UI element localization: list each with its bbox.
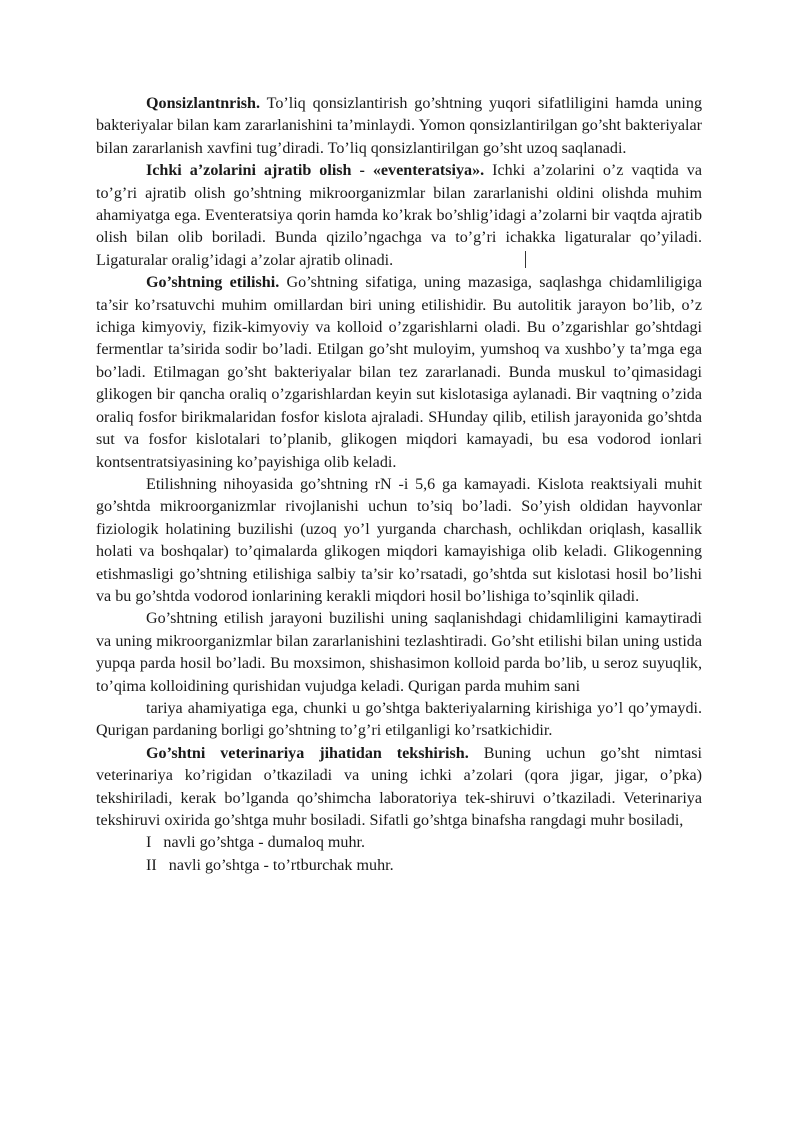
paragraph-body: Go’shtning sifatiga, uning mazasiga, saqlashga chidamliligiga ta’sir ko’rsatuvchi muhim omillardan biri uning etilishidir. Bu autolitik jarayon bo’lib, o’z ichiga kimyoviy, fizik-kimyoviy va kolloid o’zgarishlarni oladi. Bu o’zgarishlar go’shtdagi fermentlar ta’sirida sodir bo’ladi. Etilgan go’sht muloyim, yumshoq va xushbo’y ta’mga ega bo’ladi. Etilmagan go’sht bakteriyalar bilan tez zararlanadi. Bunda muskul to’qimasidagi glikogen bir qancha oraliq o’zgarishlardan keyin sut kislotasiga aylanadi. Bir vaqtning o’zida oraliq fosfor birikmalaridan fosfor kislota ajraladi. SHunday qilib, etilish jarayonida go’shtda sut va fosfor kislotalari to’planib, glikogen miqdori kamayadi, bu esa vodorod ionlari kontsentratsiyasining ko’payishiga olib keladi. <box>96 274 703 471</box>
text-cursor <box>525 251 526 268</box>
paragraph-etilish-nihoyasi <box>96 474 702 608</box>
paragraph-body: tariya ahamiyatiga ega, chunki u go’shtga bakteriyalarning kirishiga yo’l qo’ymaydi. Qurigan pardaning borligi go’shtning to’g’ri etilganligi ko’rsatkichidir. <box>96 699 702 740</box>
document-page <box>96 93 702 877</box>
paragraph-body: To’liq qonsizlantirish go’shtning yuqori sifatliligini hamda uning bakteriyalar bilan kam zararlanishini ta’minlaydi. Yomon qonsizlantirilgan go’sht bakteriyalar bilan zararlanish xavfini tug’diradi. To’liq qonsizlantirilgan go’sht uzoq saqlanadi. <box>96 95 702 157</box>
paragraph-body: Go’shtning etilish jarayoni buzilishi uning saqlanishdagi chidamliligini kamaytiradi va uning mikroorganizmlar bilan zararlanishini tezlashtiradi. Go’sht etilishi bilan uning ustida yupqa parda hosil bo’ladi. Bu moxsimon, shishasimon kolloid parda bo’lib, u seroz suyuqlik, to’qima kolloidining qurishidan vujudga keladi. Qurigan parda muhim sani <box>96 610 702 695</box>
paragraph-eventeratsiya <box>96 160 702 272</box>
paragraph-parda-ahamiyati <box>96 698 702 743</box>
paragraph-heading: Qonsizlantnrish. <box>146 95 261 112</box>
paragraph-body: Buning uchun go’sht nimtasi veterinariya ko’rigidan o’tkaziladi va uning ichki a’zolari (qora jigar, jigar, o’pka) tekshiriladi, kerak bo’lganda qo’shimcha laboratoriya tek-shiruvi o’tkaziladi. Veterinariya tekshiruvi oxirida go’shtga muhr bosiladi. Sifatli go’shtga binafsha rangdagi muhr bosiladi, <box>96 744 702 829</box>
paragraph-heading: Go’shtni veterinariya jihatidan tekshirish. <box>146 744 469 762</box>
paragraph-heading: Ichki a’zolarini ajratib olish - «eventeratsiya». <box>146 162 485 180</box>
list-item: I navli go’shtga - dumaloq muhr. <box>146 834 366 852</box>
paragraph-heading: Go’shtning etilishi. <box>146 274 280 292</box>
list-item: II navli go’shtga - to’rtburchak muhr. <box>146 856 394 874</box>
paragraph-veterinariya-tekshirish <box>96 743 702 833</box>
paragraph-etilish-buzilishi <box>96 608 702 698</box>
paragraph-qonsizlantirish <box>96 93 702 160</box>
paragraph-goshtning-etilishi <box>96 272 702 474</box>
paragraph-body: Etilishning nihoyasida go’shtning rN -i 5,6 ga kamayadi. Kislota reaktsiyali muhit go’shtda mikroorganizmlar rivojlanishi uchun to’siq bo’ladi. So’yish oldidan hayvonlar fiziologik holatining buzilishi (uzoq yo’l yurganda charchash, ochlikdan oriqlash, kasallik holati va boshqalar) to’qimalarda glikogen miqdori kamayishiga olib keladi. Glikogenning etishmasligi go’shtning etilishiga salbiy ta’sir ko’rsatadi, go’shtda sut kislotasi hosil bo’lishi va bu go’shtda vodorod ionlarining kerakli miqdori hosil bo’lishiga to’sqinlik qiladi. <box>96 475 702 605</box>
paragraph-body: Ichki a’zolarini o’z vaqtida va to’g’ri ajratib olish go’shtning mikroorganizmlar bilan zararlanishi oldini olishda muhim ahamiyatga ega. Eventeratsiya qorin hamda ko’krak bo’shlig’idagi a’zolarni bir vaqtda ajratib olish bilan olib boriladi. Bunda qizilo’ngachga va to’g’ri ichakka ligaturalar qo’yiladi. Ligaturalar oralig’idagi a’zolar ajratib olinadi. <box>96 162 702 269</box>
